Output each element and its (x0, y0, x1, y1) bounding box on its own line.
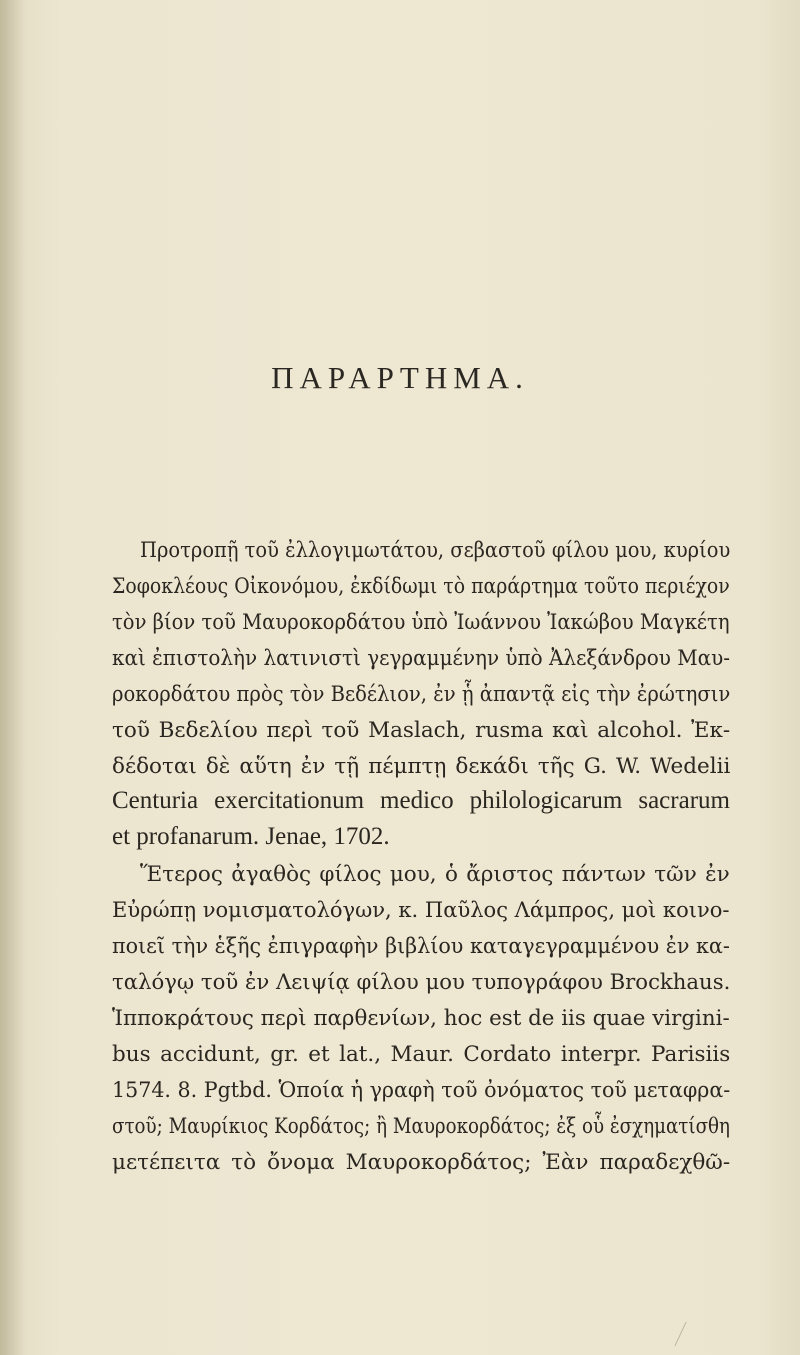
text-line-6: τοῦ Βεδελίου περὶ τοῦ Maslach, rusma καὶ alcohol. Ἐκ- (112, 718, 731, 743)
text-line-1: Προτροπῇ τοῦ ἐλλογιμωτάτου, σεβαστοῦ φίλου μου, κυρίου (140, 538, 731, 563)
text-line-16: 1574. 8. Pgtbd. Ὁποία ἡ γραφὴ τοῦ ὀνόματος τοῦ μεταφρα- (112, 1078, 731, 1103)
text-line-14: Ἱπποκράτους περὶ παρθενίων, hoc est de iis quae virgini- (112, 1006, 730, 1031)
text-line-13: ταλόγῳ τοῦ ἐν Λειψίᾳ φίλου μου τυπογράφου Brockhaus. (112, 970, 731, 995)
text-line-12: ποιεῖ τὴν ἑξῆς ἐπιγραφὴν βιβλίου καταγεγραμμένου ἐν κα- (112, 934, 730, 959)
text-line-8: Centuria exercitationum medico philologicarum sacrarum (112, 787, 730, 814)
text-line-7: δέδοται δὲ αὕτη ἐν τῇ πέμπτῃ δεκάδι τῆς G. W. Wedelii (112, 754, 731, 779)
text-line-2: Σοφοκλέους Οἰκονόμου, ἐκδίδωμι τὸ παράρτημα τοῦτο περιέχον (112, 574, 730, 599)
scan-artifact-mark (674, 1322, 700, 1346)
text-line-17: στοῦ; Μαυρίκιος Κορδάτος; ἢ Μαυροκορδάτος; ἐξ οὗ ἐσχηματίσθη (112, 1114, 730, 1139)
text-line-18: μετέπειτα τὸ ὄνομα Μαυροκορδάτος; Ἐὰν παραδεχθῶ- (112, 1150, 731, 1175)
text-line-9: et profanarum. Jenae, 1702. (112, 823, 390, 850)
text-line-5: ροκορδάτου πρὸς τὸν Βεδέλιον, ἐν ᾗ ἀπαντᾷ εἰς τὴν ἐρώτησιν (112, 682, 731, 707)
text-line-10: Ἕτερος ἀγαθὸς φίλος μου, ὁ ἄριστος πάντων τῶν ἐν (140, 862, 730, 887)
binding-gutter-shadow (0, 0, 26, 1355)
text-line-15: bus accidunt, gr. et lat., Maur. Cordato interpr. Parisiis (112, 1042, 731, 1067)
text-line-11: Εὐρώπῃ νομισματολόγων, κ. Παῦλος Λάμπρος, μοὶ κοινο- (112, 898, 730, 923)
text-line-4: καὶ ἐπιστολὴν λατινιστὶ γεγραμμένην ὑπὸ Ἀλεξάνδρου Μαυ- (112, 646, 730, 671)
page-heading: ΠΑΡΑΡΤΗΜΑ. (271, 360, 529, 395)
text-line-3: τὸν βίον τοῦ Μαυροκορδάτου ὑπὸ Ἰωάννου Ἰακώβου Μαγκέτη (112, 610, 730, 635)
